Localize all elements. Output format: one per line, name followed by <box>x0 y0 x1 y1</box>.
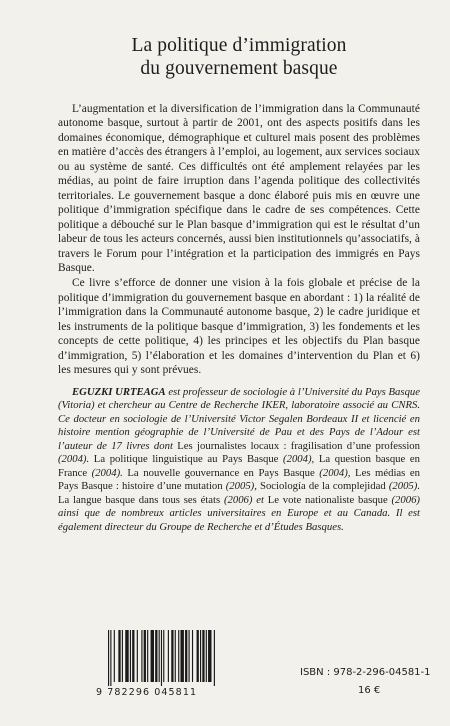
barcode-digits: 9 782296 045811 <box>96 687 198 698</box>
barcode-bar <box>132 630 134 682</box>
barcode-bar <box>122 630 123 682</box>
price: 16 € <box>358 685 381 696</box>
barcode-bar <box>208 630 211 682</box>
year-6: (2005). <box>385 480 421 493</box>
barcode-bar <box>108 630 109 686</box>
title-line-1: La politique d’immigration <box>131 35 347 56</box>
barcode-bar <box>151 630 154 682</box>
year-3: (2004). <box>87 466 128 479</box>
barcode-bar <box>178 630 179 682</box>
bio-intro: est professeur de sociologie à l’Université du Pays Basque (Vitoria) et chercheur au Centre de Recherche IKER, laboratoire associé au CNRS. Ce docteur en sociologie de l’Université Victor Segalen Bordeaux II et licencié en histoire mention géographie de l’Université de Pau et des Pays de l’Adour est l’auteur de 17 livres dont <box>58 385 420 452</box>
barcode-bar <box>175 630 176 682</box>
barcode-bar <box>114 630 115 682</box>
book-title <box>58 0 420 80</box>
barcode <box>96 630 224 702</box>
barcode-bar <box>168 630 169 682</box>
barcode-bar <box>130 630 131 682</box>
barcode-bar <box>200 630 201 682</box>
work-1: Les journalistes locaux : fragilisation d’une profession <box>177 439 420 452</box>
barcode-icon <box>106 630 224 686</box>
barcode-bar <box>155 630 157 682</box>
summary <box>58 102 420 378</box>
year-2: (2004), <box>278 453 319 466</box>
work-2: La politique linguistique au Pays Basque <box>93 453 279 466</box>
barcode-bar <box>171 630 173 682</box>
work-3: La question basque en France <box>58 453 420 479</box>
work-8: Le vote nationaliste basque <box>267 493 388 506</box>
barcode-bar <box>192 630 193 682</box>
barcode-bar <box>159 630 160 682</box>
summary-paragraph-2: Ce livre s’efforce de donner une vision à la fois globale et précise de la politique d’immigration du gouvernement basque en abordant : 1) la réalité de l’immigration dans la Communauté autonome basque, 2) le cadre juridique et les instruments de la politique basque d’immigration, 3) les fondements et les concepts de cette politique, 4) les principes et les objectifs du Plan basque d’immigration, 5) l’élaboration et les domaines d’intervention du Plan et 6) les mesures qui y sont prévues. <box>58 277 420 377</box>
barcode-bar <box>118 630 120 682</box>
barcode-bar <box>206 630 207 682</box>
year-4: (2004), <box>314 466 356 479</box>
barcode-bar <box>125 630 128 682</box>
year-1: (2004). <box>58 453 94 466</box>
barcode-bar <box>144 630 146 682</box>
barcode-bar <box>180 630 183 682</box>
work-4: La nouvelle gouvernance en Pays Basque <box>127 466 315 479</box>
barcode-bar <box>137 630 138 682</box>
barcode-bar <box>185 630 187 682</box>
isbn: ISBN : 978-2-296-04581-1 <box>300 667 431 678</box>
year-5: (2005), <box>222 480 261 493</box>
work-7: La langue basque dans tous ses états <box>58 493 221 506</box>
barcode-bar <box>147 630 148 682</box>
work-5: Les médias en Pays Basque : histoire d’une mutation <box>58 466 420 493</box>
barcode-bar <box>110 630 111 686</box>
barcode-bar <box>163 630 164 682</box>
barcode-bar <box>161 630 162 686</box>
summary-paragraph-1: L’augmentation et la diversification de l’immigration dans la Communauté autonome basque, surtout à partir de 2001, ont des aspects positifs dans les domaines économique, démographique et culturel mais posent des problèmes en matière d’accès des étrangers à l’emploi, au logement, aux services sociaux ou au système de santé. Ces difficultés ont été amplement relayées par les médias, au point de faire irruption dans l’agenda politique des collectivités territoriales. Le gouvernement basque a donc élaboré puis mis en œuvre une politique d’immigration spécifique dans le cadre de ses compétences. Cette politique a débouché sur le Plan basque d’immigration qui est le résultat d’un labeur de tous les acteurs concernés, aussi bien institutionnels qu’associatifs, à travers le Forum pour l’intégration et la participation des immigrés en Pays Basque. <box>58 103 420 274</box>
barcode-bar <box>214 630 215 686</box>
work-6: Sociología de la complejidad <box>260 480 386 493</box>
year-7: (2006) et <box>220 493 268 506</box>
title-line-2: du gouvernement basque <box>140 58 338 79</box>
author-bio <box>58 386 420 535</box>
author-name: EGUZKI URTEAGA <box>72 385 166 398</box>
bio-outro: (2006) ainsi que de nombreux articles universitaires en Europe et au Canada. Il est également directeur du Groupe de Recherche et d’Études Basques. <box>58 493 420 533</box>
barcode-bar <box>189 630 190 682</box>
barcode-bar <box>202 630 204 682</box>
barcode-bar <box>197 630 199 682</box>
barcode-bar <box>141 630 142 682</box>
